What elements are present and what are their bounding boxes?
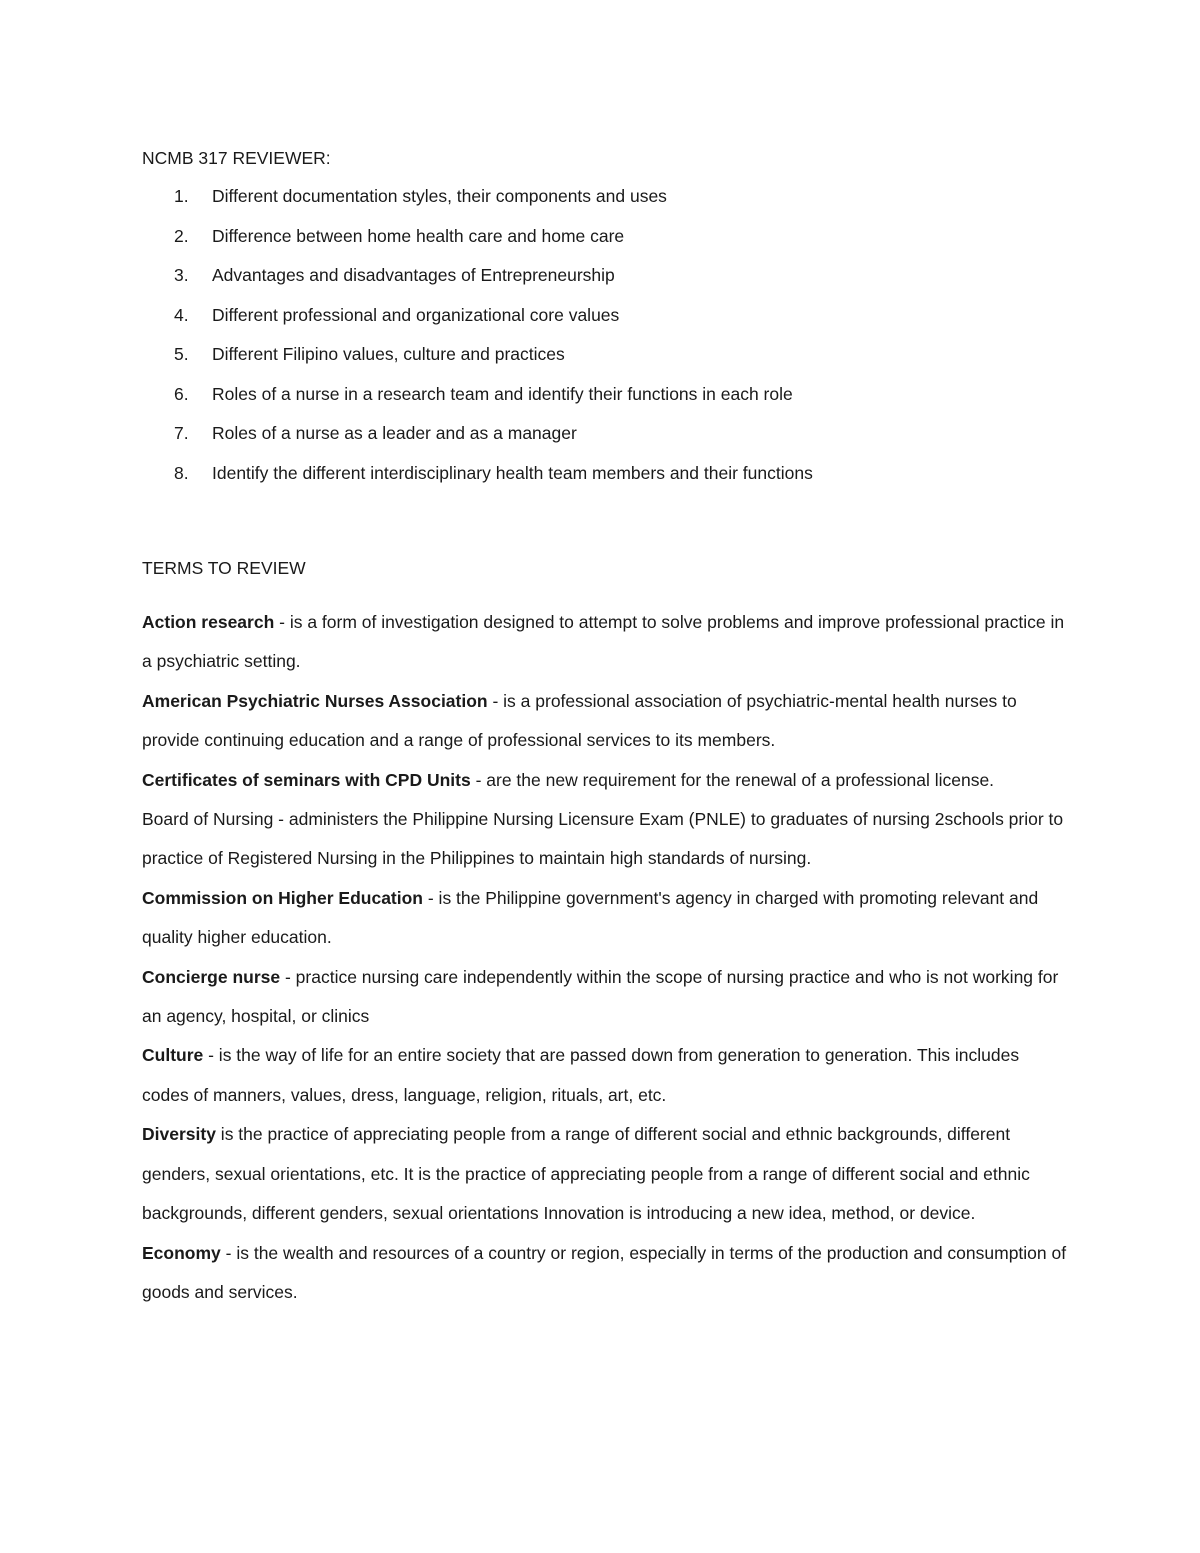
term-entry	[142, 761, 1067, 800]
term-name: Commission on Higher Education	[142, 887, 423, 908]
term-name: Concierge nurse	[142, 966, 281, 987]
list-item-number: 3.	[174, 265, 189, 285]
list-item-text: Difference between home health care and home care	[212, 225, 625, 246]
term-definition: - is a form of investigation designed to attempt to solve problems and improve professional practice in a psychiatric setting.	[142, 612, 1065, 672]
term-entry	[142, 800, 1067, 879]
term-entry	[142, 879, 1067, 958]
list-item-text: Roles of a nurse as a leader and as a manager	[212, 423, 577, 443]
list-item-number: 1.	[174, 186, 189, 206]
list-item	[142, 263, 1102, 303]
term-name: Culture	[142, 1045, 204, 1066]
list-item-text: Different Filipino values, culture and practices	[212, 344, 565, 364]
list-item-number: 8.	[174, 462, 189, 483]
page-title: NCMB 317 REVIEWER:	[142, 148, 331, 168]
term-name: Diversity	[142, 1124, 216, 1145]
list-item	[142, 421, 1102, 461]
list-item-number: 5.	[174, 344, 189, 364]
list-item	[142, 224, 1102, 264]
terms-heading: TERMS TO REVIEW	[142, 558, 306, 578]
list-item-text: Identify the different interdisciplinary health team members and their functions	[212, 462, 813, 483]
term-definition: - is the wealth and resources of a country or region, especially in terms of the production and consumption of goods and services.	[142, 1242, 1067, 1302]
term-entry	[142, 1234, 1067, 1313]
list-item	[142, 342, 1102, 382]
term-definition: - is the Philippine government's agency in charged with promoting relevant and quality higher education.	[142, 887, 1039, 948]
list-item-text: Roles of a nurse in a research team and identify their functions in each role	[212, 383, 793, 404]
term-definition: - practice nursing care independently within the scope of nursing practice and who is not working for an agency, hospital, or clinics	[142, 966, 1059, 1027]
list-item-number: 2.	[174, 225, 189, 246]
term-definition: - is a professional association of psychiatric-mental health nurses to provide continuing education and a range of professional services to its members.	[142, 690, 1017, 751]
list-item-number: 4.	[174, 304, 189, 325]
list-item	[142, 303, 1102, 343]
list-item	[142, 461, 1102, 501]
list-item-number: 7.	[174, 423, 189, 443]
term-entry	[142, 682, 1067, 761]
term-entry	[142, 603, 1067, 682]
term-entry	[142, 1115, 1067, 1233]
list-item-text: Advantages and disadvantages of Entrepreneurship	[212, 265, 615, 285]
list-item	[142, 184, 1102, 224]
list-item-text: Different documentation styles, their components and uses	[212, 186, 667, 206]
term-entry	[142, 958, 1067, 1037]
term-definition: Board of Nursing - administers the Philippine Nursing Licensure Exam (PNLE) to graduates of nursing 2schools prior to practice of Registered Nursing in the Philippines to maintain high standards of nursing.	[142, 809, 1064, 869]
review-topics-list	[142, 184, 1102, 500]
terms-list	[142, 603, 1067, 1312]
term-name: American Psychiatric Nurses Association	[142, 690, 488, 711]
term-name: Certificates of seminars with CPD Units	[142, 769, 471, 790]
term-name: Economy	[142, 1242, 221, 1263]
term-name: Action research	[142, 612, 275, 632]
list-item-number: 6.	[174, 383, 189, 404]
term-definition: - is the way of life for an entire society that are passed down from generation to generation. This includes codes of manners, values, dress, language, religion, rituals, art, etc.	[142, 1045, 1020, 1105]
list-item	[142, 382, 1102, 422]
term-definition: - are the new requirement for the renewal of a professional license.	[470, 769, 995, 790]
list-item-text: Different professional and organizational core values	[212, 304, 620, 325]
term-entry	[142, 1036, 1067, 1115]
term-definition: is the practice of appreciating people from a range of different social and ethnic backgrounds, different genders, sexual orientations, etc. It is the practice of appreciating people from a range of different social and ethnic backgrounds, different genders, sexual orientations Innovation is introducing a new idea, method, or device.	[142, 1124, 1030, 1224]
